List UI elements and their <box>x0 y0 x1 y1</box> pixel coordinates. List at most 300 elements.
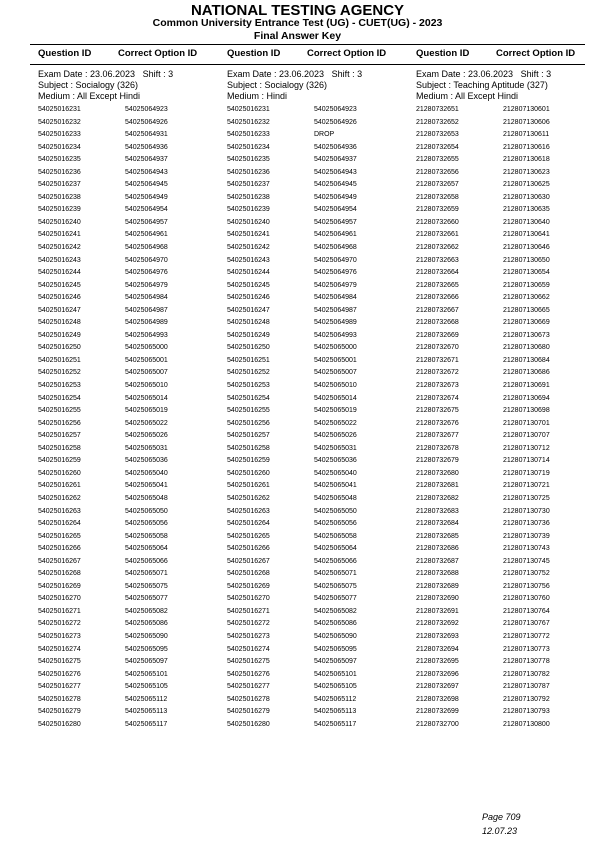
answer-row <box>38 644 213 657</box>
answer-row <box>227 367 402 380</box>
answer-row <box>416 393 591 406</box>
answer-row <box>38 142 213 155</box>
question-id: 54025016267 <box>227 557 270 565</box>
correct-option-id: 54025064961 <box>314 231 357 239</box>
shift: Shift : 3 <box>520 69 552 79</box>
question-id: 54025016279 <box>38 708 81 716</box>
answer-row <box>416 104 591 117</box>
question-id: 54025016268 <box>38 570 81 578</box>
correct-option-id: 54025065113 <box>314 708 357 716</box>
answer-row <box>227 518 402 531</box>
question-id: 54025016256 <box>227 419 270 427</box>
correct-option-id: 212807130616 <box>503 143 550 151</box>
question-id: 54025016236 <box>227 168 270 176</box>
correct-option-id: 54025064937 <box>314 156 357 164</box>
answer-block-teaching-aptitude <box>416 69 591 731</box>
answer-row <box>227 644 402 657</box>
correct-option-id: 212807130635 <box>503 206 550 214</box>
answer-row <box>416 280 591 293</box>
correct-option-id: 212807130725 <box>503 494 550 502</box>
answer-row <box>38 280 213 293</box>
correct-option-id: 212807130623 <box>503 168 550 176</box>
answer-row <box>227 706 402 719</box>
question-id: 21280732653 <box>416 131 459 139</box>
correct-option-id: 54025064923 <box>314 106 357 113</box>
subject: Subject : Socialogy (326) <box>38 80 139 90</box>
answer-row <box>416 317 591 330</box>
answer-row <box>416 506 591 519</box>
question-id: 54025016252 <box>38 369 81 377</box>
question-id: 54025016273 <box>38 632 81 640</box>
question-id: 21280732692 <box>416 620 459 628</box>
correct-option-id: 212807130782 <box>503 670 550 678</box>
correct-option-id: 54025065022 <box>314 419 357 427</box>
question-id: 54025016266 <box>38 545 81 553</box>
answer-row <box>38 480 213 493</box>
question-id: 21280732677 <box>416 432 459 440</box>
question-id: 54025016244 <box>38 269 81 277</box>
answer-row <box>416 694 591 707</box>
question-id: 54025016242 <box>227 244 270 252</box>
question-id: 54025016263 <box>38 507 81 515</box>
answer-row <box>416 217 591 230</box>
question-id: 21280732695 <box>416 658 459 666</box>
correct-option-id: 212807130793 <box>503 708 550 716</box>
question-id: 54025016272 <box>38 620 81 628</box>
correct-option-id: 54025065075 <box>125 582 168 590</box>
answer-row <box>38 418 213 431</box>
answer-row <box>38 531 213 544</box>
correct-option-id: 212807130665 <box>503 306 550 314</box>
correct-option-id: 54025064970 <box>314 256 357 264</box>
agency-title: NATIONAL TESTING AGENCY <box>190 2 405 19</box>
answer-row <box>227 129 402 142</box>
exam-subtitle: Common University Entrance Test (UG) - CUET(UG) - 2023 <box>152 17 443 29</box>
answer-row <box>416 355 591 368</box>
answer-row <box>38 380 213 393</box>
answer-row <box>227 292 402 305</box>
question-id: 54025016255 <box>38 407 81 415</box>
correct-option-id: 54025065019 <box>125 407 168 415</box>
question-id: 54025016254 <box>38 394 81 402</box>
answer-row <box>227 104 402 117</box>
correct-option-id: 54025064979 <box>125 281 168 289</box>
question-id: 54025016252 <box>227 369 270 377</box>
question-id: 21280732657 <box>416 181 459 189</box>
question-id: 54025016274 <box>38 645 81 653</box>
question-id: 54025016269 <box>227 582 270 590</box>
answer-row <box>227 305 402 318</box>
correct-option-id: 54025064945 <box>314 181 357 189</box>
correct-option-id: 54025065090 <box>314 632 357 640</box>
answer-row <box>416 618 591 631</box>
shift: Shift : 3 <box>142 69 174 79</box>
question-id: 54025016251 <box>38 356 81 364</box>
answer-row <box>227 556 402 569</box>
question-id: 21280732658 <box>416 193 459 201</box>
answer-row <box>416 167 591 180</box>
answer-row <box>416 468 591 481</box>
column-header-correct-option-id: Correct Option ID <box>307 48 387 59</box>
answer-row <box>416 568 591 581</box>
correct-option-id: 54025064949 <box>125 193 168 201</box>
correct-option-id: 54025065066 <box>125 557 168 565</box>
answer-row <box>416 430 591 443</box>
correct-option-id: 212807130800 <box>503 720 550 728</box>
question-id: 21280732689 <box>416 582 459 590</box>
correct-option-id: 212807130712 <box>503 444 550 452</box>
correct-option-id: 212807130659 <box>503 281 550 289</box>
answer-row <box>227 204 402 217</box>
answer-row <box>227 506 402 519</box>
question-id: 54025016248 <box>227 319 270 327</box>
correct-option-id: 212807130650 <box>503 256 550 264</box>
correct-option-id: 54025065064 <box>125 545 168 553</box>
question-id: 21280732660 <box>416 218 459 226</box>
answer-row <box>38 468 213 481</box>
correct-option-id: 212807130701 <box>503 419 550 427</box>
correct-option-id: 54025065048 <box>314 494 357 502</box>
question-id: 54025016253 <box>38 382 81 390</box>
correct-option-id: 212807130721 <box>503 482 550 490</box>
answer-row <box>416 719 591 732</box>
correct-option-id: 54025064987 <box>314 306 357 314</box>
question-id: 54025016237 <box>38 181 81 189</box>
question-id: 54025016264 <box>227 520 270 528</box>
answer-row <box>416 305 591 318</box>
subject: Subject : Teaching Aptitude (327) <box>416 80 548 90</box>
question-id: 54025016241 <box>227 231 270 239</box>
question-id: 54025016231 <box>38 106 81 113</box>
answer-row <box>416 531 591 544</box>
question-id: 21280732665 <box>416 281 459 289</box>
answer-row <box>416 681 591 694</box>
header-bottom-rule <box>30 64 585 65</box>
question-id: 54025016260 <box>227 469 270 477</box>
question-id: 54025016266 <box>227 545 270 553</box>
correct-option-id: 54025065040 <box>125 469 168 477</box>
question-id: 54025016259 <box>227 457 270 465</box>
answer-row <box>227 443 402 456</box>
correct-option-id: 54025065117 <box>125 720 168 728</box>
correct-option-id: 54025065101 <box>314 670 357 678</box>
answer-row <box>38 405 213 418</box>
answer-row <box>227 593 402 606</box>
correct-option-id: 54025064931 <box>125 131 168 139</box>
correct-option-id: 54025064926 <box>125 118 168 126</box>
question-id: 21280732663 <box>416 256 459 264</box>
question-id: 54025016258 <box>38 444 81 452</box>
correct-option-id: 54025064957 <box>125 218 168 226</box>
question-id: 54025016249 <box>38 331 81 339</box>
correct-option-id: 54025064970 <box>125 256 168 264</box>
answer-block-sociology-hindi <box>227 69 402 731</box>
correct-option-id: 54025065097 <box>125 658 168 666</box>
answer-row <box>38 430 213 443</box>
answer-row <box>38 719 213 732</box>
question-id: 54025016275 <box>38 658 81 666</box>
question-id: 21280732696 <box>416 670 459 678</box>
answer-row <box>38 393 213 406</box>
question-id: 54025016244 <box>227 269 270 277</box>
correct-option-id: 212807130773 <box>503 645 550 653</box>
question-id: 54025016277 <box>227 683 270 691</box>
correct-option-id: 212807130606 <box>503 118 550 126</box>
question-id: 54025016233 <box>38 131 81 139</box>
correct-option-id: 212807130745 <box>503 557 550 565</box>
correct-option-id: 212807130662 <box>503 294 550 302</box>
question-id: 54025016235 <box>227 156 270 164</box>
correct-option-id: 54025064961 <box>125 231 168 239</box>
question-id: 54025016245 <box>38 281 81 289</box>
question-id: 54025016262 <box>38 494 81 502</box>
answer-row <box>38 493 213 506</box>
document-title: Final Answer Key <box>253 30 342 42</box>
answer-row <box>416 405 591 418</box>
correct-option-id: 54025064976 <box>314 269 357 277</box>
answer-row <box>227 531 402 544</box>
question-id: 54025016269 <box>38 582 81 590</box>
question-id: 54025016246 <box>227 294 270 302</box>
question-id: 54025016265 <box>38 532 81 540</box>
correct-option-id: 212807130684 <box>503 356 550 364</box>
answer-row <box>227 543 402 556</box>
correct-option-id: 54025064936 <box>314 143 357 151</box>
question-id: 54025016240 <box>227 218 270 226</box>
answer-row <box>227 380 402 393</box>
correct-option-id: 212807130767 <box>503 620 550 628</box>
correct-option-id: 54025065048 <box>125 494 168 502</box>
answer-row <box>416 292 591 305</box>
question-id: 54025016270 <box>227 595 270 603</box>
question-id: 21280732651 <box>416 106 459 113</box>
answer-row <box>38 506 213 519</box>
question-id: 21280732690 <box>416 595 459 603</box>
question-id: 21280732691 <box>416 607 459 615</box>
question-id: 54025016279 <box>227 708 270 716</box>
correct-option-id: 54025065082 <box>125 607 168 615</box>
question-id: 21280732688 <box>416 570 459 578</box>
answer-row <box>416 142 591 155</box>
answer-row <box>416 154 591 167</box>
correct-option-id: 54025065075 <box>314 582 357 590</box>
question-id: 54025016243 <box>227 256 270 264</box>
question-id: 54025016271 <box>38 607 81 615</box>
answer-row <box>227 694 402 707</box>
question-id: 21280732656 <box>416 168 459 176</box>
answer-row <box>416 192 591 205</box>
answer-row <box>227 179 402 192</box>
column-header-question-id: Question ID <box>227 48 281 59</box>
correct-option-id: 212807130654 <box>503 269 550 277</box>
answer-row <box>38 606 213 619</box>
answer-row <box>416 229 591 242</box>
correct-option-id: 212807130778 <box>503 658 550 666</box>
question-id: 54025016272 <box>227 620 270 628</box>
correct-option-id: 54025065058 <box>314 532 357 540</box>
correct-option-id: 212807130686 <box>503 369 550 377</box>
column-header-row <box>30 48 585 61</box>
question-id: 54025016273 <box>227 632 270 640</box>
question-id: 21280732699 <box>416 708 459 716</box>
correct-option-id: 54025065090 <box>125 632 168 640</box>
correct-option-id: 212807130707 <box>503 432 550 440</box>
correct-option-id: 54025065086 <box>125 620 168 628</box>
correct-option-id: 54025065040 <box>314 469 357 477</box>
answer-row <box>416 581 591 594</box>
question-id: 54025016270 <box>38 595 81 603</box>
question-id: 21280732652 <box>416 118 459 126</box>
correct-option-id: 54025065014 <box>314 394 357 402</box>
correct-option-id: 54025065077 <box>314 595 357 603</box>
answer-row <box>227 606 402 619</box>
correct-option-id: 54025064976 <box>125 269 168 277</box>
correct-option-id: 54025065010 <box>314 382 357 390</box>
answer-row <box>416 117 591 130</box>
correct-option-id: 54025065117 <box>314 720 357 728</box>
correct-option-id: 54025065077 <box>125 595 168 603</box>
question-id: 54025016257 <box>38 432 81 440</box>
page-number: Page 709 <box>482 812 521 822</box>
answer-row <box>416 330 591 343</box>
answer-row <box>38 229 213 242</box>
answer-row <box>38 129 213 142</box>
correct-option-id: 54025065066 <box>314 557 357 565</box>
correct-option-id: 54025065058 <box>125 532 168 540</box>
answer-row <box>227 568 402 581</box>
answer-row <box>38 669 213 682</box>
answer-row <box>38 179 213 192</box>
question-id: 54025016248 <box>38 319 81 327</box>
correct-option-id: 54025065086 <box>314 620 357 628</box>
answer-row <box>38 192 213 205</box>
answer-rows <box>416 104 591 731</box>
answer-row <box>227 493 402 506</box>
answer-row <box>416 606 591 619</box>
answer-row <box>38 593 213 606</box>
question-id: 21280732674 <box>416 394 459 402</box>
answer-row <box>227 581 402 594</box>
correct-option-id: 54025065026 <box>314 432 357 440</box>
answer-row <box>416 631 591 644</box>
correct-option-id: 212807130694 <box>503 394 550 402</box>
question-id: 54025016251 <box>227 356 270 364</box>
question-id: 54025016250 <box>38 344 81 352</box>
exam-date: Exam Date : 23.06.2023 <box>38 69 136 79</box>
answer-row <box>227 405 402 418</box>
answer-row <box>227 681 402 694</box>
correct-option-id: 54025065101 <box>125 670 168 678</box>
answer-row <box>227 468 402 481</box>
question-id: 54025016255 <box>227 407 270 415</box>
correct-option-id: 54025064979 <box>314 281 357 289</box>
answer-row <box>416 669 591 682</box>
question-id: 54025016246 <box>38 294 81 302</box>
answer-row <box>227 393 402 406</box>
answer-row <box>227 631 402 644</box>
question-id: 21280732680 <box>416 469 459 477</box>
question-id: 21280732671 <box>416 356 459 364</box>
correct-option-id: 54025065105 <box>125 683 168 691</box>
question-id: 54025016254 <box>227 394 270 402</box>
question-id: 21280732668 <box>416 319 459 327</box>
answer-row <box>416 556 591 569</box>
correct-option-id: 212807130739 <box>503 532 550 540</box>
answer-row <box>38 330 213 343</box>
question-id: 21280732675 <box>416 407 459 415</box>
correct-option-id: 212807130601 <box>503 106 550 113</box>
question-id: 54025016278 <box>38 695 81 703</box>
answer-row <box>227 117 402 130</box>
correct-option-id: 212807130714 <box>503 457 550 465</box>
correct-option-id: 54025064937 <box>125 156 168 164</box>
answer-row <box>38 694 213 707</box>
medium: Medium : All Except Hindi <box>38 91 141 101</box>
correct-option-id: 54025065010 <box>125 382 168 390</box>
answer-row <box>38 656 213 669</box>
correct-option-id: 212807130691 <box>503 382 550 390</box>
answer-row <box>38 355 213 368</box>
correct-option-id: 54025065071 <box>125 570 168 578</box>
correct-option-id: 54025064957 <box>314 218 357 226</box>
question-id: 21280732673 <box>416 382 459 390</box>
question-id: 21280732669 <box>416 331 459 339</box>
question-id: 21280732679 <box>416 457 459 465</box>
question-id: 21280732666 <box>416 294 459 302</box>
question-id: 54025016237 <box>227 181 270 189</box>
correct-option-id: 54025064993 <box>125 331 168 339</box>
correct-option-id: 54025064987 <box>125 306 168 314</box>
question-id: 54025016261 <box>227 482 270 490</box>
answer-row <box>416 204 591 217</box>
correct-option-id: 54025065112 <box>125 695 168 703</box>
correct-option-id: 54025064943 <box>125 168 168 176</box>
correct-option-id: 54025064954 <box>125 206 168 214</box>
correct-option-id: 212807130669 <box>503 319 550 327</box>
correct-option-id: 54025065022 <box>125 419 168 427</box>
question-id: 21280732686 <box>416 545 459 553</box>
answer-row <box>38 154 213 167</box>
question-id: 54025016265 <box>227 532 270 540</box>
correct-option-id: 54025065031 <box>314 444 357 452</box>
question-id: 21280732681 <box>416 482 459 490</box>
question-id: 21280732682 <box>416 494 459 502</box>
question-id: 54025016276 <box>38 670 81 678</box>
question-id: 21280732676 <box>416 419 459 427</box>
answer-row <box>227 430 402 443</box>
medium: Medium : Hindi <box>227 91 288 101</box>
question-id: 54025016276 <box>227 670 270 678</box>
question-id: 54025016258 <box>227 444 270 452</box>
correct-option-id: 212807130611 <box>503 131 550 139</box>
correct-option-id: 212807130673 <box>503 331 550 339</box>
question-id: 54025016238 <box>227 193 270 201</box>
answer-row <box>227 355 402 368</box>
question-id: 21280732662 <box>416 244 459 252</box>
correct-option-id: 54025064954 <box>314 206 357 214</box>
answer-row <box>416 342 591 355</box>
answer-row <box>38 681 213 694</box>
correct-option-id: 212807130641 <box>503 231 550 239</box>
header-top-rule <box>30 44 585 45</box>
correct-option-id: 54025064936 <box>125 143 168 151</box>
question-id: 54025016280 <box>38 720 81 728</box>
question-id: 54025016247 <box>227 306 270 314</box>
correct-option-id: DROP <box>314 131 335 139</box>
answer-row <box>416 443 591 456</box>
answer-row <box>38 581 213 594</box>
question-id: 54025016231 <box>227 106 270 113</box>
